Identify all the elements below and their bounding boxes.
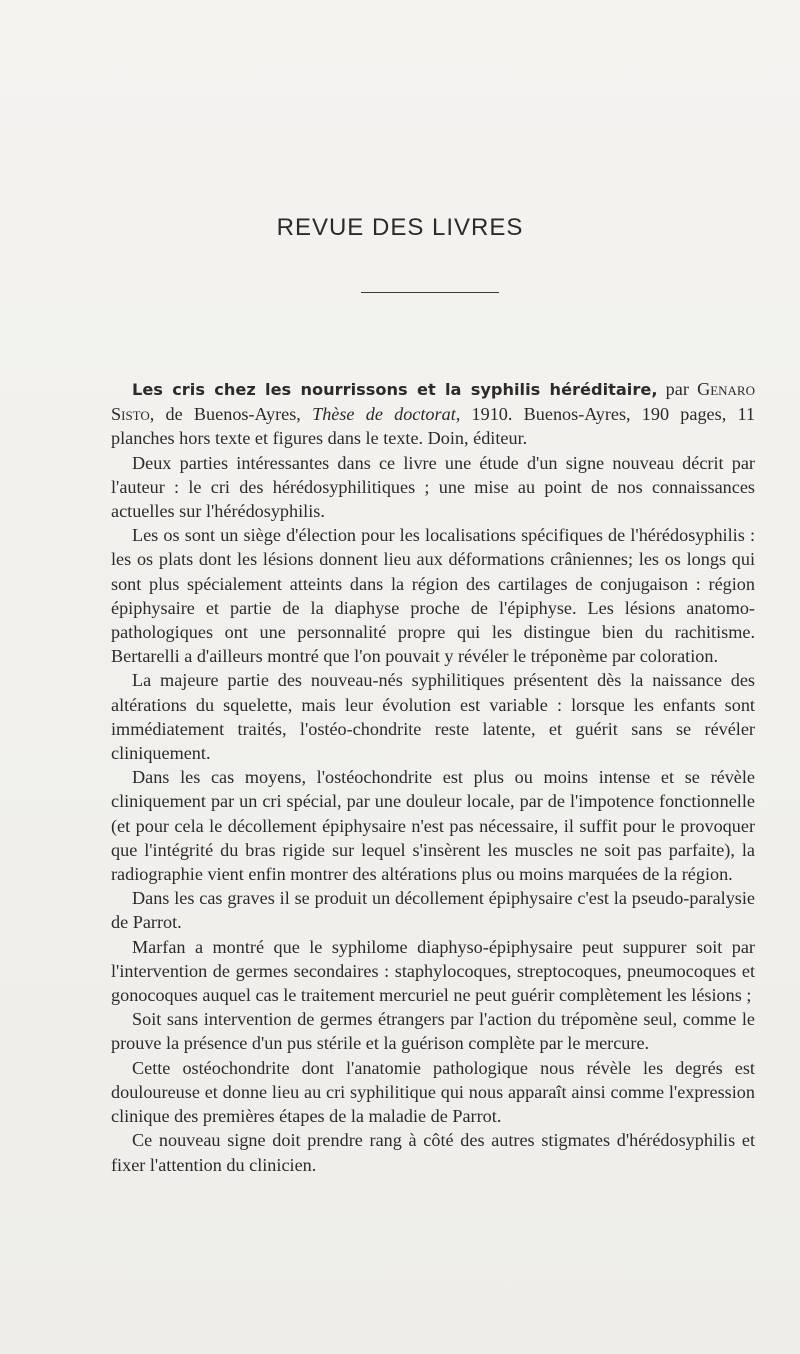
review-paragraph: Cette ostéochondrite dont l'anatomie pathologique nous révèle les degrés est douloureuse et donne lieu au cri syphilitique qui nous apparaît ainsi comme l'expression clinique des premières étapes de la maladie de Parrot. bbox=[111, 1057, 755, 1127]
review-paragraph: Dans les cas moyens, l'ostéochondrite est plus ou moins intense et se révèle cliniquement par un cri spécial, par une douleur locale, par de l'impotence fonctionnelle (et pour cela le décollement épiphysaire n'est pas nécessaire, il suffit pour le provoquer que l'intégrité du bras rigide sur lequel s'insèrent les muscles ne soit pas parfaite), la radiographie vient enfin montrer des altérations plus ou moins marquées de la région. bbox=[111, 767, 755, 885]
author-name: Genaro Sisto bbox=[111, 379, 755, 425]
review-citation bbox=[111, 377, 755, 451]
book-review bbox=[111, 377, 755, 1177]
review-paragraph: La majeure partie des nouveau-nés syphilitiques présentent dès la naissance des altérations du squelette, mais leur évolution est variable : lorsque les enfants sont immédiatement traités, l'ostéo-chondrite reste latente, et guérit sans se révéler cliniquement. bbox=[111, 670, 755, 764]
review-paragraph: Soit sans intervention de germes étrangers par l'action du trépomène seul, comme le prouve la présence d'un pus stérile et la guérison complète par le mercure. bbox=[111, 1009, 755, 1054]
page-title: REVUE DES LIVRES bbox=[276, 214, 524, 241]
citation-by: par bbox=[657, 379, 698, 399]
review-paragraph: Deux parties intéressantes dans ce livre une étude d'un signe nouveau décrit par l'auteur : le cri des hérédosyphilitiques ; une mise au point de nos connaissances actuelles sur l'hérédosyphilis. bbox=[111, 452, 755, 522]
publication-details: 1910. Buenos-Ayres, 190 pages, 11 planches hors texte et figures dans le texte. Doin, éditeur. bbox=[111, 404, 755, 449]
review-paragraph: Les os sont un siège d'élection pour les localisations spécifiques de l'hérédosyphilis : les os plats dont les lésions donnent lieu aux déformations crâniennes; les os longs qui sont plus spécialement atteints dans la région des cartilages de conjugaison : région épiphysaire et partie de la diaphyse proche de l'épiphyse. Les lésions anatomo-pathologiques ont une personnalité propre qui les distingue bien du rachitisme. Bertarelli a d'ailleurs montré que l'on pouvait y révéler le tréponème par coloration. bbox=[111, 525, 755, 667]
book-title: Les cris chez les nourrissons et la syphilis héréditaire, bbox=[132, 380, 658, 399]
title-divider bbox=[361, 292, 499, 293]
thesis-label: Thèse de doctorat, bbox=[312, 404, 461, 425]
review-paragraph: Dans les cas graves il se produit un décollement épiphysaire c'est la pseudo-paralysie de Parrot. bbox=[111, 888, 755, 933]
review-paragraph: Marfan a montré que le syphilome diaphyso-épiphysaire peut suppurer soit par l'intervention de germes secondaires : staphylocoques, streptocoques, pneumocoques et gonocoques auquel cas le traitement mercuriel ne peut guérir complètement les lésions ; bbox=[111, 936, 755, 1006]
citation-place: , de Buenos-Ayres, bbox=[149, 404, 313, 425]
review-paragraph: Ce nouveau signe doit prendre rang à côté des autres stigmates d'hérédosyphilis et fixer l'attention du clinicien. bbox=[111, 1130, 755, 1175]
